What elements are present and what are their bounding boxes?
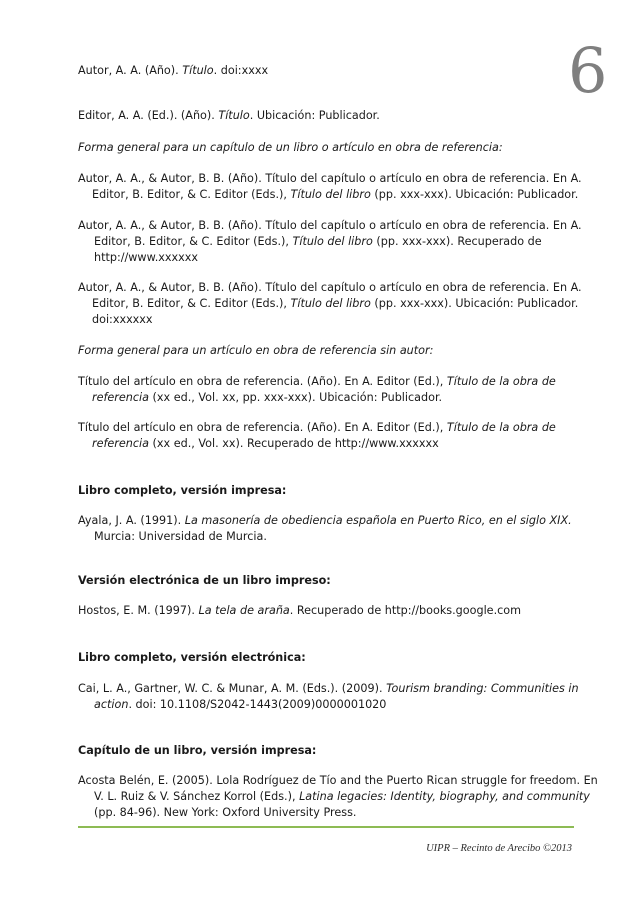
reference-line: Título del artículo en obra de referencia. (Año). En A. Editor (Ed.), Título de la obra de: [78, 421, 556, 434]
reference-line: Murcia: Universidad de Murcia.: [94, 530, 267, 543]
reference-line: Editor, B. Editor, & C. Editor (Eds.), Título del libro (pp. xxx-xxx). Ubicación: Publicador.: [92, 297, 579, 310]
reference-line: Editor, B. Editor, & C. Editor (Eds.), Título del libro (pp. xxx-xxx). Recuperado de: [94, 235, 542, 248]
reference-line: Autor, A. A., & Autor, B. B. (Año). Título del capítulo o artículo en obra de referencia. En A.: [78, 172, 582, 185]
reference-line: Autor, A. A., & Autor, B. B. (Año). Título del capítulo o artículo en obra de referencia. En A.: [78, 281, 582, 294]
section-heading: Capítulo de un libro, versión impresa:: [78, 744, 317, 757]
reference-line: doi:xxxxxx: [92, 313, 153, 326]
footer-rule: [78, 826, 574, 828]
section-subheading: Forma general para un capítulo de un libro o artículo en obra de referencia:: [78, 141, 503, 154]
reference-line: referencia (xx ed., Vol. xx, pp. xxx-xxx). Ubicación: Publicador.: [92, 391, 443, 404]
page-footer: UIPR – Recinto de Arecibo ©2013: [426, 843, 572, 854]
reference-line: Autor, A. A. (Año). Título. doi:xxxx: [78, 64, 269, 77]
page-number: 6: [568, 34, 608, 107]
reference-line: V. L. Ruiz & V. Sánchez Korrol (Eds.), Latina legacies: Identity, biography, and community: [94, 790, 590, 803]
section-subheading: Forma general para un artículo en obra de referencia sin autor:: [78, 344, 434, 357]
reference-line: Título del artículo en obra de referencia. (Año). En A. Editor (Ed.), Título de la obra de: [78, 375, 556, 388]
reference-line: Hostos, E. M. (1997). La tela de araña. Recuperado de http://books.google.com: [78, 604, 522, 617]
section-heading: Libro completo, versión impresa:: [78, 484, 287, 497]
reference-line: Editor, B. Editor, & C. Editor (Eds.), Título del libro (pp. xxx-xxx). Ubicación: Publicador.: [92, 188, 579, 201]
reference-line: Ayala, J. A. (1991). La masonería de obediencia española en Puerto Rico, en el siglo XIX.: [78, 514, 572, 527]
reference-line: action. doi: 10.1108/S2042-1443(2009)0000001020: [94, 698, 387, 711]
reference-line: Acosta Belén, E. (2005). Lola Rodríguez de Tío and the Puerto Rican struggle for freedom. En: [78, 774, 598, 787]
reference-line: http://www.xxxxxx: [94, 251, 198, 264]
reference-line: referencia (xx ed., Vol. xx). Recuperado de http://www.xxxxxx: [92, 437, 439, 450]
reference-line: Autor, A. A., & Autor, B. B. (Año). Título del capítulo o artículo en obra de referencia. En A.: [78, 219, 582, 232]
reference-line: (pp. 84-96). New York: Oxford University Press.: [94, 806, 357, 819]
section-heading: Libro completo, versión electrónica:: [78, 651, 306, 664]
reference-line: Cai, L. A., Gartner, W. C. & Munar, A. M. (Eds.). (2009). Tourism branding: Communities in: [78, 682, 579, 695]
section-heading: Versión electrónica de un libro impreso:: [78, 574, 331, 587]
reference-line: Editor, A. A. (Ed.). (Año). Título. Ubicación: Publicador.: [78, 109, 380, 122]
